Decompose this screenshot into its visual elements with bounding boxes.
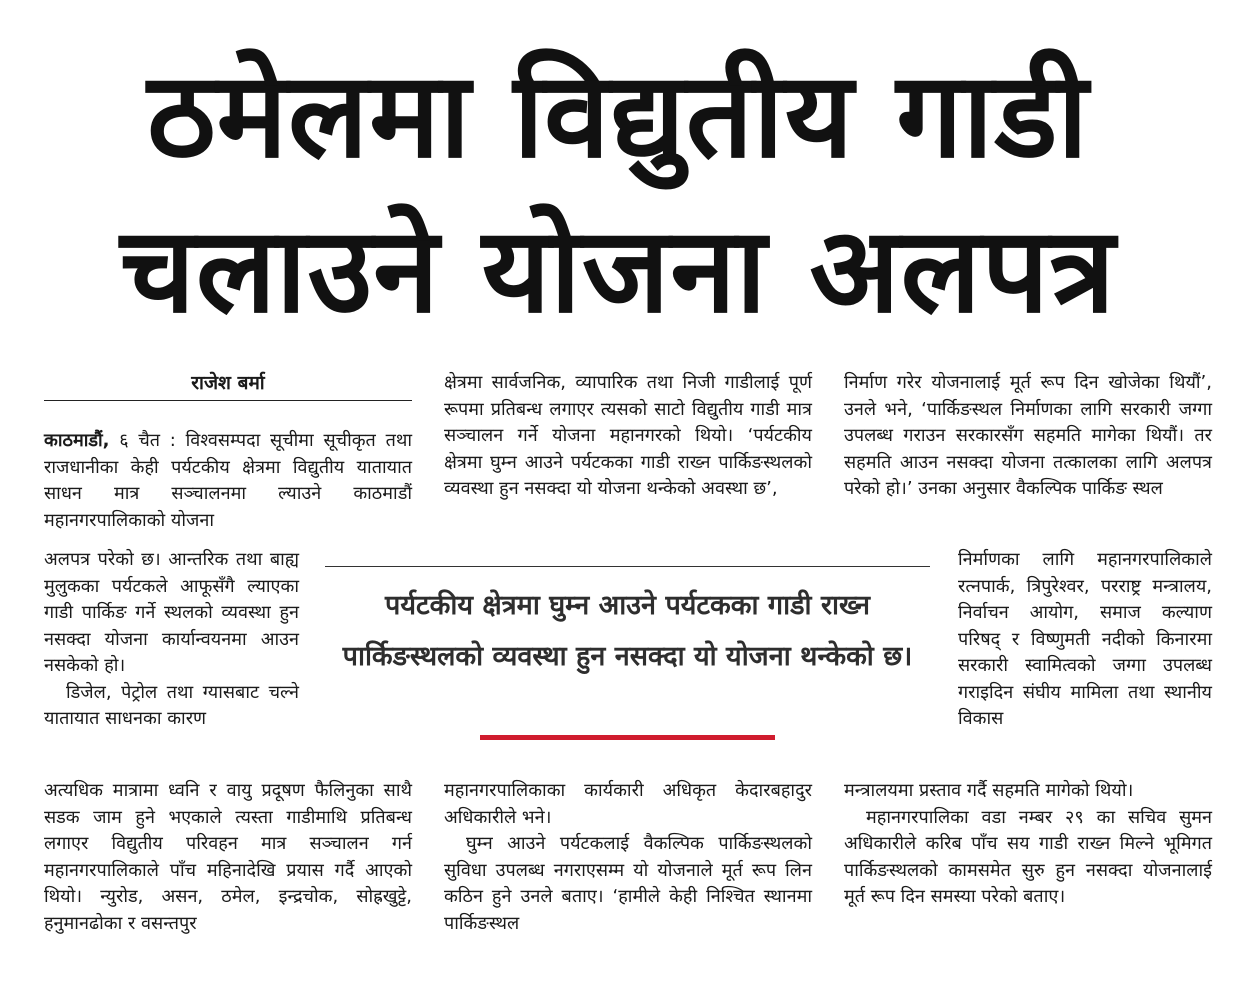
byline: राजेश बर्मा [44, 370, 412, 401]
pull-quote: पर्यटकीय क्षेत्रमा घुम्न आउने पर्यटकका गाडी राख्न पार्किङस्थलको व्यवस्था हुन नसक्दा यो योजना थन्केको छ। [342, 590, 913, 672]
paragraph: निर्माणका लागि महानगरपालिकाले रत्नपार्क, त्रिपुरेश्वर, परराष्ट्र मन्त्रालय, निर्वाचन आयोग, समाज कल्याण परिषद् र विष्णुमती नदीको किनारमा सरकारी स्वामित्वको जग्गा उपलब्ध गराइदिन संघीय मामिला तथा स्थानीय विकास [958, 549, 1212, 729]
pull-quote-accent-rule [480, 735, 775, 740]
article-col3-bottom [844, 778, 1212, 911]
paragraph: अत्यधिक मात्रामा ध्वनि र वायु प्रदूषण फैलिनुका साथै सडक जाम हुने भएकाले त्यस्ता गाडीमाथि प्रतिबन्ध लगाएर विद्युतीय परिवहन मात्र सञ्चालन गर्न महानगरपालिकाले पाँच महिनादेखि प्रयास गर्दै आएको थियो। न्युरोड, असन, ठमेल, इन्द्रचोक, सोह्रखुट्टे, हनुमानढोका र वसन्तपुर [44, 780, 412, 934]
paragraph: डिजेल, पेट्रोल तथा ग्यासबाट चल्ने यातायात साधनका कारण [44, 681, 299, 729]
article-col1-bottom [44, 778, 412, 937]
headline-line-2: चलाउने योजना अलपत्र [120, 201, 1116, 339]
paragraph: महानगरपालिका वडा नम्बर २९ का सचिव सुमन अधिकारीले करिब पाँच सय गाडी राख्न मिल्ने भूमिगत पार्किङस्थलको कामसमेत सुरु हुन नसक्दा योजनालाई मूर्त रूप दिन समस्या परेको बताए। [844, 806, 1212, 907]
article-col2-top [444, 370, 812, 503]
article-col2-bottom [444, 778, 812, 937]
dateline: काठमाडौं, [44, 430, 110, 451]
article-col1-middle [44, 547, 299, 733]
article-col3-top [844, 370, 1212, 503]
headline-line-1: ठमेलमा विद्युतीय गाडी [147, 46, 1089, 184]
article-col3-middle [958, 547, 1212, 733]
paragraph: क्षेत्रमा सार्वजनिक, व्यापारिक तथा निजी गाडीलाई पूर्ण रूपमा प्रतिबन्ध लगाएर त्यसको साटो विद्युतीय गाडी मात्र सञ्चालन गर्ने योजना महानगरको थियो। ‘पर्यटकीय क्षेत्रमा घुम्न आउने पर्यटकका गाडी राख्न पार्किङस्थलको व्यवस्था हुन नसक्दा यो योजना थन्केको अवस्था छ’, [444, 372, 812, 499]
article-col1-top [44, 428, 412, 534]
paragraph: महानगरपालिकाका कार्यकारी अधिकृत केदारबहादुर अधिकारीले भने। [444, 780, 812, 828]
paragraph: मन्त्रालयमा प्रस्ताव गर्दै सहमति मागेको थियो। [844, 780, 1134, 801]
paragraph: निर्माण गरेर योजनालाई मूर्त रूप दिन खोजेका थियौं’, उनले भने, ‘पार्किङस्थल निर्माणका लागि सरकारी जग्गा उपलब्ध गराउन सरकारसँग सहमति मागेका थियौं। तर सहमति आउन नसक्दा योजना तत्कालका लागि अलपत्र परेको हो।’ उनका अनुसार वैकल्पिक पार्किङ स्थल [844, 372, 1212, 499]
paragraph: घुम्न आउने पर्यटकलाई वैकल्पिक पार्किङस्थलको सुविधा उपलब्ध नगराएसम्म यो योजनाले मूर्त रूप लिन कठिन हुने उनले बताए। ‘हामीले केही निश्चित स्थानमा पार्किङस्थल [444, 833, 812, 934]
pull-quote-top-rule [325, 566, 930, 567]
paragraph: अलपत्र परेको छ। आन्तरिक तथा बाह्य मुलुकका पर्यटकले आफूसँगै ल्याएका गाडी पार्किङ गर्ने स्थलको व्यवस्था हुन नसक्दा योजना कार्यान्वयनमा आउन नसकेको हो। [44, 549, 299, 676]
lead-text: ६ चैत : विश्वसम्पदा सूचीमा सूचीकृत तथा राजधानीका केही पर्यटकीय क्षेत्रमा विद्युतीय यातायात साधन मात्र सञ्चालनमा ल्याउने काठमाडौं महानगरपालिकाको योजना [44, 430, 412, 531]
